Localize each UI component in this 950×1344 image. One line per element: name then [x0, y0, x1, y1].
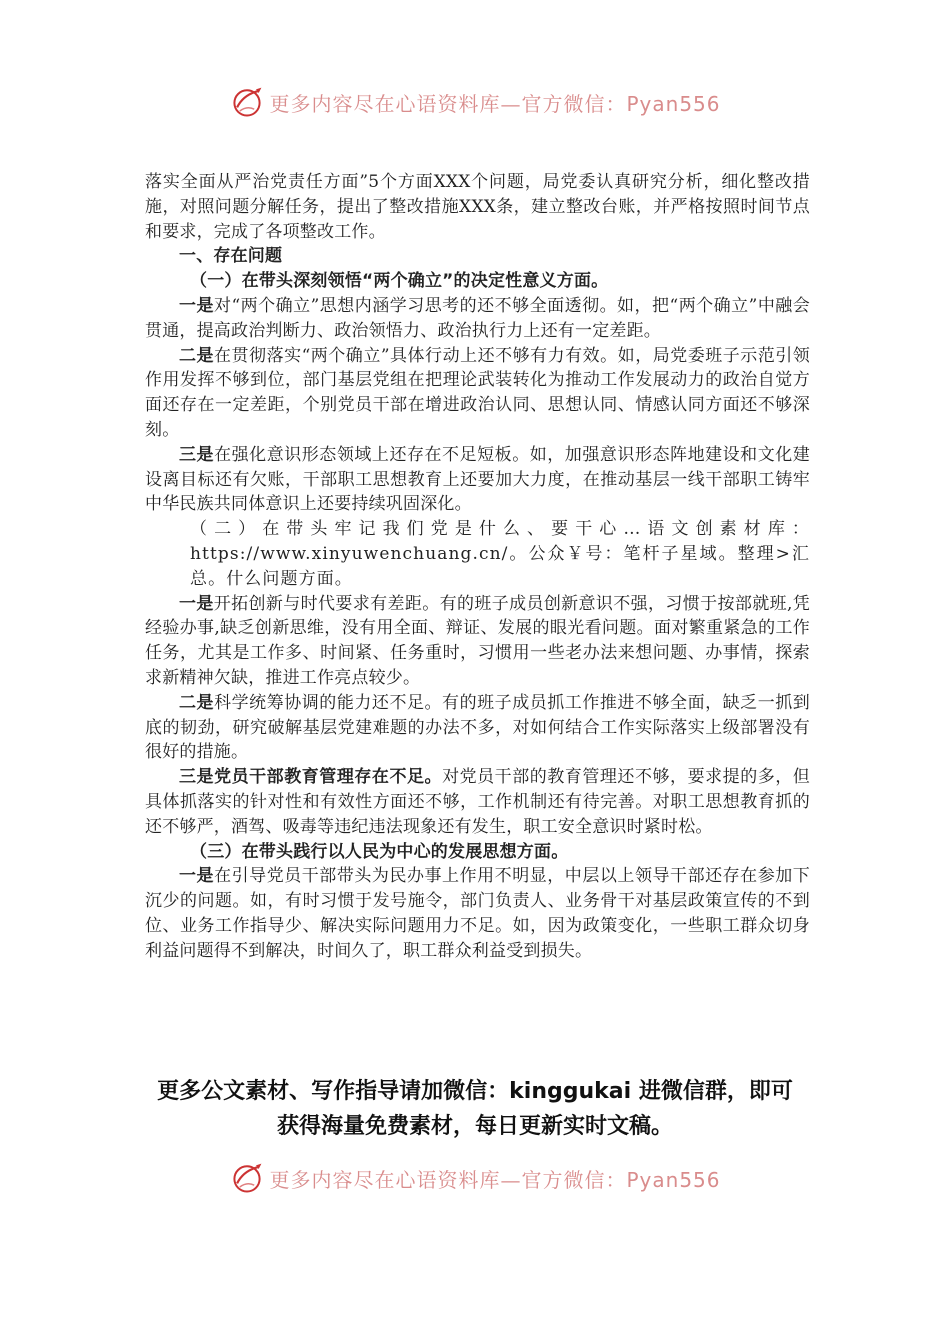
body-paragraph: 二是科学统筹协调的能力还不足。有的班子成员抓工作推进不够全面，缺乏一抓到底的韧劲，研究破解基层党建难题的办法不多，对如何结合工作实际落实上级部署没有很好的措施。: [145, 692, 810, 763]
paragraph-lead: 二是: [179, 345, 215, 366]
subsection-heading: （三）在带头践行以人民为中心的发展思想方面。: [190, 841, 569, 862]
body-paragraph: 三是党员干部教育管理存在不足。对党员干部的教育管理还不够，要求提的多，但具体抓落实的针对性和有效性方面还不够，工作机制还有待完善。对职工思想教育抓的还不够严，酒驾、吸毒等违纪违法现象还有发生，职工安全意识时紧时松。: [145, 767, 811, 837]
pen-logo-icon: [229, 1160, 265, 1196]
promo-notice: [0, 1074, 950, 1144]
subsection-heading: （二）在带头牢记我们党是什么、要干心…语文创素材库：https://www.xinyuwenchuang.cn/。公众￥号：笔杆子星域。整理>汇总。什么问题方面。: [190, 519, 810, 589]
watermark-text: 更多内容尽在心语资料库—官方微信：Pyan556: [269, 91, 721, 116]
body-paragraph: 三是在强化意识形态领域上还存在不足短板。如，加强意识形态阵地建设和文化建设离目标还有欠账，干部职工思想教育上还要加大力度，在推动基层一线干部职工铸牢中华民族共同体意识上还要持续巩固深化。: [145, 444, 810, 515]
promo-line: 获得海量免费素材，每日更新实时文稿。: [276, 1114, 673, 1139]
paragraph-lead: 一是: [179, 866, 215, 887]
paragraph-lead: 三是党员干部教育管理存在不足。: [179, 767, 443, 788]
paragraph-lead: 一是: [179, 295, 214, 316]
intro-paragraph: 落实全面从严治党责任方面”5个方面XXX个问题，局党委认真研究分析，细化整改措施，对照问题分解任务，提出了整改措施XXX条，建立整改台账，并严格按照时间节点和要求，完成了各项整改工作。: [145, 172, 810, 242]
body-paragraph: 一是对“两个确立”思想内涵学习思考的还不够全面透彻。如，把“两个确立”中融会贯通，提高政治判断力、政治领悟力、政治执行力上还有一定差距。: [145, 295, 810, 341]
section-heading: 一、存在问题: [179, 246, 283, 267]
body-paragraph: 一是在引导党员干部带头为民办事上作用不明显，中层以上领导干部还存在参加下沉少的问题。如，有时习惯于发号施令，部门负责人、业务骨干对基层政策宣传的不到位、业务工作指导少、解决实际问题用力不足。如，因为政策变化，一些职工群众切身利益问题得不到解决，时间久了，职工群众利益受到损失。: [145, 866, 810, 961]
footer-watermark: [0, 1160, 950, 1196]
promo-line: 更多公文素材、写作指导请加微信：kinggukai 进微信群，即可: [157, 1079, 793, 1104]
paragraph-lead: 二是: [179, 692, 215, 713]
body-paragraph: 二是在贯彻落实“两个确立”具体行动上还不够有力有效。如，局党委班子示范引领作用发挥不够到位，部门基层党组在把理论武装转化为推动工作发展动力的政治自觉方面还存在一定差距，个别党员干部在增进政治认同、思想认同、情感认同方面还不够深刻。: [145, 345, 810, 440]
header-watermark: [0, 84, 950, 120]
pen-logo-icon: [229, 84, 265, 120]
subsection-heading: （一）在带头深刻领悟“两个确立”的决定性意义方面。: [190, 271, 609, 292]
document-body: [145, 170, 810, 964]
watermark-text: 更多内容尽在心语资料库—官方微信：Pyan556: [269, 1167, 721, 1192]
paragraph-lead: 三是: [179, 444, 215, 465]
paragraph-lead: 一是: [179, 593, 214, 614]
body-paragraph: 一是开拓创新与时代要求有差距。有的班子成员创新意识不强，习惯于按部就班,凭经验办事,缺乏创新思维，没有用全面、辩证、发展的眼光看问题。面对繁重紧急的工作任务，尤其是工作多、时间紧、任务重时，习惯用一些老办法来想问题、办事情，探索求新精神欠缺，推进工作亮点较少。: [145, 593, 810, 688]
